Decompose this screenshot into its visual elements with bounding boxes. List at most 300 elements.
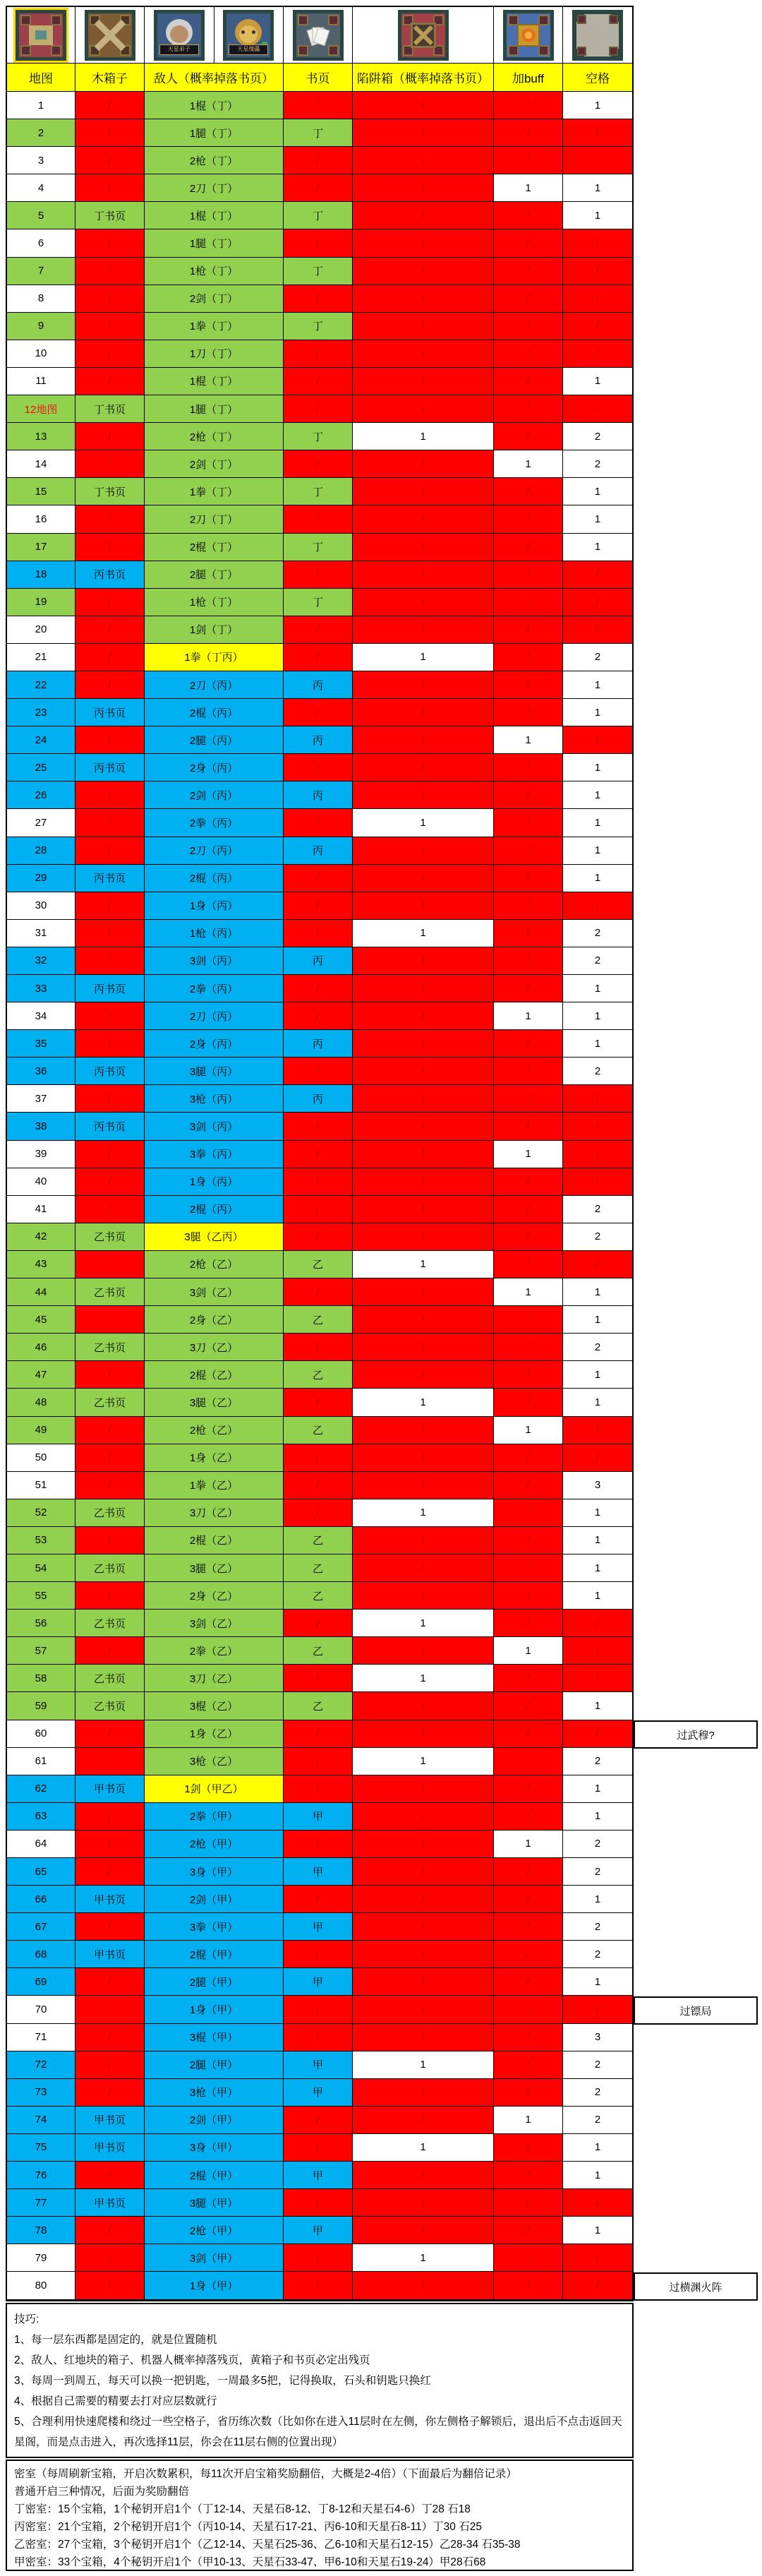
cell-enemy[interactable]: 3棍（甲） (145, 2024, 284, 2051)
cell-blank[interactable]: / (563, 1610, 632, 1637)
cell-map[interactable]: 13 (7, 423, 75, 450)
cell-wooden-box[interactable]: / (75, 2217, 145, 2244)
cell-wooden-box[interactable]: 丙书页 (75, 561, 145, 589)
cell-page[interactable]: 丁 (284, 534, 353, 561)
cell-page[interactable]: / (284, 395, 353, 423)
cell-blank[interactable]: 2 (563, 1941, 632, 1968)
cell-enemy[interactable]: 1棍（丁） (145, 202, 284, 229)
cell-page[interactable]: / (284, 1196, 353, 1223)
cell-page[interactable]: / (284, 892, 353, 920)
cell-trap-box[interactable]: / (353, 1720, 494, 1748)
cell-trap-box[interactable]: / (353, 2162, 494, 2189)
cell-buff[interactable]: / (494, 1113, 563, 1140)
cell-map[interactable]: 6 (7, 229, 75, 257)
cell-enemy[interactable]: 2枪（丁） (145, 147, 284, 174)
cell-page[interactable]: / (284, 1665, 353, 1692)
cell-wooden-box[interactable]: / (75, 1858, 145, 1886)
cell-wooden-box[interactable]: / (75, 505, 145, 533)
cell-trap-box[interactable]: / (353, 1554, 494, 1582)
cell-buff[interactable]: / (494, 671, 563, 699)
cell-buff[interactable]: / (494, 478, 563, 505)
cell-blank[interactable]: 1 (563, 1499, 632, 1527)
cell-buff[interactable]: / (494, 395, 563, 423)
cell-map[interactable]: 80 (7, 2272, 75, 2299)
cell-trap-box[interactable]: / (353, 2107, 494, 2134)
cell-wooden-box[interactable]: / (75, 1472, 145, 1499)
cell-page[interactable]: / (284, 1113, 353, 1140)
cell-trap-box[interactable]: / (353, 699, 494, 726)
cell-wooden-box[interactable]: / (75, 285, 145, 313)
cell-page[interactable]: / (284, 2024, 353, 2051)
cell-trap-box[interactable]: / (353, 589, 494, 616)
cell-enemy[interactable]: 2拳（丙） (145, 975, 284, 1002)
cell-enemy[interactable]: 2拳（丙） (145, 809, 284, 837)
cell-trap-box[interactable]: / (353, 1886, 494, 1913)
cell-enemy[interactable]: 2剑（甲） (145, 2107, 284, 2134)
cell-blank[interactable]: / (563, 340, 632, 368)
cell-trap-box[interactable]: 1 (353, 1610, 494, 1637)
cell-trap-box[interactable]: / (353, 1030, 494, 1058)
cell-map[interactable]: 39 (7, 1141, 75, 1168)
cell-wooden-box[interactable]: / (75, 1582, 145, 1610)
cell-page[interactable]: / (284, 699, 353, 726)
cell-blank[interactable]: 1 (563, 1527, 632, 1554)
cell-map[interactable]: 73 (7, 2079, 75, 2107)
cell-buff[interactable]: / (494, 2162, 563, 2189)
cell-page[interactable]: 乙 (284, 1637, 353, 1665)
cell-wooden-box[interactable]: / (75, 1527, 145, 1554)
cell-map[interactable]: 37 (7, 1085, 75, 1113)
cell-blank[interactable]: 2 (563, 2051, 632, 2079)
cell-trap-box[interactable]: / (353, 1085, 494, 1113)
cell-map[interactable]: 28 (7, 837, 75, 865)
cell-wooden-box[interactable]: 乙书页 (75, 1278, 145, 1306)
cell-wooden-box[interactable]: 乙书页 (75, 1692, 145, 1720)
cell-buff[interactable]: / (494, 589, 563, 616)
cell-map[interactable]: 25 (7, 754, 75, 781)
cell-page[interactable]: 乙 (284, 1306, 353, 1334)
cell-wooden-box[interactable]: / (75, 1831, 145, 1858)
cell-map[interactable]: 8 (7, 285, 75, 313)
cell-blank[interactable]: 1 (563, 1692, 632, 1720)
cell-trap-box[interactable]: / (353, 1637, 494, 1665)
cell-enemy[interactable]: 2枪（乙） (145, 1417, 284, 1444)
cell-page[interactable]: 丁 (284, 478, 353, 505)
cell-buff[interactable]: / (494, 644, 563, 671)
cell-map[interactable]: 62 (7, 1775, 75, 1803)
cell-buff[interactable]: 1 (494, 450, 563, 478)
cell-enemy[interactable]: 1身（甲） (145, 1996, 284, 2023)
cell-blank[interactable]: / (563, 1637, 632, 1665)
cell-map[interactable]: 70 (7, 1996, 75, 2023)
cell-buff[interactable]: / (494, 1085, 563, 1113)
cell-blank[interactable]: / (563, 1417, 632, 1444)
cell-page[interactable]: / (284, 229, 353, 257)
cell-wooden-box[interactable]: / (75, 2162, 145, 2189)
cell-map[interactable]: 12地图 (7, 395, 75, 423)
cell-wooden-box[interactable]: 乙书页 (75, 1334, 145, 1361)
cell-wooden-box[interactable]: 乙书页 (75, 1554, 145, 1582)
cell-wooden-box[interactable]: / (75, 1748, 145, 1775)
cell-buff[interactable]: / (494, 1996, 563, 2023)
cell-page[interactable]: / (284, 340, 353, 368)
cell-blank[interactable]: 1 (563, 975, 632, 1002)
cell-blank[interactable]: 1 (563, 2134, 632, 2162)
cell-wooden-box[interactable]: / (75, 368, 145, 395)
cell-enemy[interactable]: 2剑（丙） (145, 781, 284, 809)
cell-enemy[interactable]: 2身（丙） (145, 1030, 284, 1058)
cell-trap-box[interactable]: / (353, 2217, 494, 2244)
cell-wooden-box[interactable]: / (75, 947, 145, 975)
cell-buff[interactable]: / (494, 920, 563, 947)
cell-wooden-box[interactable]: / (75, 534, 145, 561)
cell-page[interactable]: / (284, 920, 353, 947)
cell-blank[interactable]: 2 (563, 920, 632, 947)
cell-buff[interactable]: / (494, 340, 563, 368)
cell-wooden-box[interactable]: / (75, 147, 145, 174)
cell-map[interactable]: 74 (7, 2107, 75, 2134)
cell-page[interactable]: / (284, 1141, 353, 1168)
cell-trap-box[interactable]: 1 (353, 2134, 494, 2162)
cell-trap-box[interactable]: / (353, 1334, 494, 1361)
cell-blank[interactable]: 2 (563, 450, 632, 478)
cell-map[interactable]: 78 (7, 2217, 75, 2244)
cell-wooden-box[interactable]: / (75, 1361, 145, 1389)
cell-blank[interactable]: / (563, 1085, 632, 1113)
cell-map[interactable]: 5 (7, 202, 75, 229)
cell-blank[interactable]: / (563, 2272, 632, 2299)
cell-buff[interactable]: / (494, 809, 563, 837)
cell-map[interactable]: 66 (7, 1886, 75, 1913)
cell-wooden-box[interactable]: / (75, 1803, 145, 1831)
cell-map[interactable]: 45 (7, 1306, 75, 1334)
cell-page[interactable]: / (284, 1886, 353, 1913)
cell-buff[interactable]: / (494, 1389, 563, 1416)
cell-wooden-box[interactable]: / (75, 1996, 145, 2023)
cell-trap-box[interactable]: / (353, 892, 494, 920)
cell-enemy[interactable]: 3身（甲） (145, 1858, 284, 1886)
cell-page[interactable]: / (284, 616, 353, 644)
cell-map[interactable]: 36 (7, 1058, 75, 1085)
cell-enemy[interactable]: 2刀（丁） (145, 505, 284, 533)
cell-enemy[interactable]: 3剑（甲） (145, 2244, 284, 2272)
cell-page[interactable]: 丙 (284, 947, 353, 975)
cell-map[interactable]: 57 (7, 1637, 75, 1665)
cell-buff[interactable]: / (494, 313, 563, 340)
col-header-buff[interactable]: 加buff (494, 64, 563, 92)
cell-page[interactable]: / (284, 1941, 353, 1968)
cell-wooden-box[interactable]: / (75, 616, 145, 644)
cell-trap-box[interactable]: / (353, 975, 494, 1002)
cell-page[interactable]: / (284, 1996, 353, 2023)
cell-buff[interactable]: / (494, 1472, 563, 1499)
cell-blank[interactable]: / (563, 147, 632, 174)
note-cell-row-80[interactable]: 过横渊火阵 (634, 2272, 758, 2301)
cell-wooden-box[interactable]: 乙书页 (75, 1610, 145, 1637)
cell-wooden-box[interactable]: / (75, 229, 145, 257)
cell-map[interactable]: 59 (7, 1692, 75, 1720)
cell-map[interactable]: 61 (7, 1748, 75, 1775)
cell-page[interactable]: 乙 (284, 1554, 353, 1582)
cell-trap-box[interactable]: / (353, 1141, 494, 1168)
cell-enemy[interactable]: 2拳（乙） (145, 1637, 284, 1665)
cell-wooden-box[interactable]: / (75, 726, 145, 754)
cell-map[interactable]: 31 (7, 920, 75, 947)
cell-buff[interactable]: / (494, 1720, 563, 1748)
cell-blank[interactable]: / (563, 1141, 632, 1168)
cell-map[interactable]: 19 (7, 589, 75, 616)
cell-page[interactable]: 甲 (284, 2162, 353, 2189)
cell-trap-box[interactable]: / (353, 395, 494, 423)
cell-page[interactable]: / (284, 450, 353, 478)
cell-blank[interactable]: 3 (563, 2024, 632, 2051)
cell-blank[interactable]: / (563, 561, 632, 589)
cell-enemy[interactable]: 2棍（甲） (145, 1941, 284, 1968)
cell-page[interactable]: 丙 (284, 1030, 353, 1058)
cell-trap-box[interactable]: / (353, 2272, 494, 2299)
cell-trap-box[interactable]: / (353, 781, 494, 809)
cell-trap-box[interactable]: / (353, 258, 494, 285)
cell-map[interactable]: 43 (7, 1251, 75, 1278)
cell-buff[interactable]: / (494, 616, 563, 644)
cell-blank[interactable]: 2 (563, 2079, 632, 2107)
cell-enemy[interactable]: 2枪（丁） (145, 423, 284, 450)
cell-page[interactable]: / (284, 561, 353, 589)
cell-trap-box[interactable]: / (353, 1996, 494, 2023)
cell-trap-box[interactable]: / (353, 1775, 494, 1803)
cell-wooden-box[interactable]: / (75, 313, 145, 340)
cell-wooden-box[interactable]: 丙书页 (75, 754, 145, 781)
cell-trap-box[interactable]: / (353, 534, 494, 561)
cell-trap-box[interactable]: / (353, 1444, 494, 1472)
cell-blank[interactable]: 1 (563, 202, 632, 229)
cell-map[interactable]: 46 (7, 1334, 75, 1361)
cell-enemy[interactable]: 3剑（丙） (145, 947, 284, 975)
cell-page[interactable]: 甲 (284, 1858, 353, 1886)
cell-blank[interactable]: 1 (563, 368, 632, 395)
cell-buff[interactable]: / (494, 1306, 563, 1334)
cell-wooden-box[interactable]: 乙书页 (75, 1389, 145, 1416)
cell-wooden-box[interactable]: 丁书页 (75, 202, 145, 229)
cell-blank[interactable]: 2 (563, 947, 632, 975)
cell-page[interactable]: 丁 (284, 589, 353, 616)
cell-wooden-box[interactable]: / (75, 644, 145, 671)
cell-map[interactable]: 42 (7, 1223, 75, 1251)
cell-enemy[interactable]: 2剑（丁） (145, 285, 284, 313)
cell-enemy[interactable]: 1刀（丁） (145, 340, 284, 368)
cell-map[interactable]: 53 (7, 1527, 75, 1554)
cell-trap-box[interactable]: 1 (353, 644, 494, 671)
cell-wooden-box[interactable]: 甲书页 (75, 2107, 145, 2134)
cell-buff[interactable]: / (494, 1223, 563, 1251)
cell-enemy[interactable]: 1身（乙） (145, 1444, 284, 1472)
cell-enemy[interactable]: 2身（乙） (145, 1582, 284, 1610)
cell-map[interactable]: 40 (7, 1168, 75, 1196)
cell-wooden-box[interactable]: 乙书页 (75, 1665, 145, 1692)
cell-wooden-box[interactable]: 乙书页 (75, 1223, 145, 1251)
cell-blank[interactable]: 1 (563, 1278, 632, 1306)
cell-buff[interactable]: / (494, 1334, 563, 1361)
cell-wooden-box[interactable]: / (75, 340, 145, 368)
cell-enemy[interactable]: 3腿（乙） (145, 1554, 284, 1582)
cell-enemy[interactable]: 2刀（丙） (145, 1002, 284, 1030)
cell-enemy[interactable]: 1身（乙） (145, 1720, 284, 1748)
cell-blank[interactable]: 1 (563, 1030, 632, 1058)
cell-enemy[interactable]: 2身（丙） (145, 754, 284, 781)
cell-buff[interactable]: 1 (494, 1417, 563, 1444)
cell-buff[interactable]: / (494, 892, 563, 920)
cell-buff[interactable]: / (494, 92, 563, 119)
cell-page[interactable]: / (284, 1748, 353, 1775)
cell-trap-box[interactable]: / (353, 837, 494, 865)
cell-map[interactable]: 15 (7, 478, 75, 505)
cell-page[interactable]: / (284, 1058, 353, 1085)
cell-trap-box[interactable]: 1 (353, 1665, 494, 1692)
cell-page[interactable]: 乙 (284, 1527, 353, 1554)
cell-wooden-box[interactable]: / (75, 1196, 145, 1223)
cell-page[interactable]: 丁 (284, 313, 353, 340)
cell-enemy[interactable]: 1剑（甲乙） (145, 1775, 284, 1803)
cell-wooden-box[interactable]: / (75, 92, 145, 119)
cell-wooden-box[interactable]: / (75, 1306, 145, 1334)
cell-trap-box[interactable]: / (353, 1941, 494, 1968)
cell-map[interactable]: 27 (7, 809, 75, 837)
cell-wooden-box[interactable]: / (75, 2272, 145, 2299)
cell-blank[interactable]: 1 (563, 809, 632, 837)
cell-page[interactable]: 乙 (284, 1361, 353, 1389)
cell-enemy[interactable]: 3枪（甲） (145, 2079, 284, 2107)
cell-blank[interactable]: 2 (563, 1831, 632, 1858)
cell-blank[interactable]: / (563, 229, 632, 257)
cell-enemy[interactable]: 3腿（乙丙） (145, 1223, 284, 1251)
cell-buff[interactable]: 1 (494, 726, 563, 754)
cell-trap-box[interactable]: / (353, 865, 494, 892)
cell-enemy[interactable]: 2枪（甲） (145, 2217, 284, 2244)
cell-enemy[interactable]: 1枪（丁） (145, 258, 284, 285)
cell-blank[interactable]: 1 (563, 1886, 632, 1913)
cell-wooden-box[interactable]: / (75, 1030, 145, 1058)
cell-page[interactable]: 丁 (284, 423, 353, 450)
cell-trap-box[interactable]: 1 (353, 2244, 494, 2272)
col-header-trap-box[interactable]: 陷阱箱（概率掉落书页） (353, 64, 494, 92)
cell-wooden-box[interactable]: / (75, 450, 145, 478)
cell-enemy[interactable]: 2棍（甲） (145, 2162, 284, 2189)
cell-trap-box[interactable]: / (353, 1002, 494, 1030)
cell-blank[interactable]: / (563, 119, 632, 147)
cell-enemy[interactable]: 2腿（丙） (145, 726, 284, 754)
cell-blank[interactable]: / (563, 258, 632, 285)
cell-buff[interactable]: / (494, 1748, 563, 1775)
cell-enemy[interactable]: 1棍（丁） (145, 368, 284, 395)
cell-wooden-box[interactable]: / (75, 258, 145, 285)
cell-blank[interactable]: 2 (563, 644, 632, 671)
cell-enemy[interactable]: 2棍（乙） (145, 1527, 284, 1554)
cell-trap-box[interactable]: / (353, 1913, 494, 1941)
cell-map[interactable]: 72 (7, 2051, 75, 2079)
cell-trap-box[interactable]: 1 (353, 1499, 494, 1527)
cell-buff[interactable]: / (494, 1692, 563, 1720)
cell-blank[interactable]: 1 (563, 837, 632, 865)
cell-page[interactable]: / (284, 1002, 353, 1030)
cell-blank[interactable]: / (563, 1251, 632, 1278)
cell-enemy[interactable]: 2刀（丁） (145, 174, 284, 202)
cell-enemy[interactable]: 1枪（丁） (145, 589, 284, 616)
cell-trap-box[interactable]: / (353, 340, 494, 368)
cell-map[interactable]: 49 (7, 1417, 75, 1444)
cell-page[interactable]: 甲 (284, 1968, 353, 1996)
cell-buff[interactable]: / (494, 1775, 563, 1803)
cell-buff[interactable]: / (494, 781, 563, 809)
cell-enemy[interactable]: 1枪（丙） (145, 920, 284, 947)
cell-blank[interactable]: 2 (563, 423, 632, 450)
cell-wooden-box[interactable]: / (75, 2024, 145, 2051)
cell-trap-box[interactable]: / (353, 505, 494, 533)
cell-enemy[interactable]: 3剑（乙） (145, 1278, 284, 1306)
cell-enemy[interactable]: 1腿（丁） (145, 119, 284, 147)
cell-map[interactable]: 29 (7, 865, 75, 892)
cell-buff[interactable]: / (494, 1361, 563, 1389)
cell-map[interactable]: 64 (7, 1831, 75, 1858)
cell-trap-box[interactable]: 1 (353, 423, 494, 450)
cell-blank[interactable]: 1 (563, 2217, 632, 2244)
cell-blank[interactable]: 2 (563, 1748, 632, 1775)
cell-map[interactable]: 30 (7, 892, 75, 920)
cell-buff[interactable]: / (494, 1168, 563, 1196)
cell-enemy[interactable]: 1拳（乙） (145, 1472, 284, 1499)
cell-page[interactable]: / (284, 505, 353, 533)
cell-page[interactable]: / (284, 1389, 353, 1416)
cell-page[interactable]: / (284, 92, 353, 119)
cell-trap-box[interactable]: / (353, 478, 494, 505)
cell-buff[interactable]: / (494, 1610, 563, 1637)
cell-blank[interactable]: 2 (563, 1058, 632, 1085)
cell-buff[interactable]: / (494, 285, 563, 313)
cell-buff[interactable]: / (494, 1968, 563, 1996)
cell-blank[interactable]: 2 (563, 2107, 632, 2134)
cell-map[interactable]: 58 (7, 1665, 75, 1692)
cell-map[interactable]: 51 (7, 1472, 75, 1499)
cell-enemy[interactable]: 1腿（丁） (145, 395, 284, 423)
cell-enemy[interactable]: 1拳（丁丙） (145, 644, 284, 671)
cell-buff[interactable]: / (494, 754, 563, 781)
cell-trap-box[interactable]: / (353, 561, 494, 589)
cell-trap-box[interactable]: / (353, 119, 494, 147)
cell-buff[interactable]: / (494, 2217, 563, 2244)
cell-enemy[interactable]: 3剑（丙） (145, 1113, 284, 1140)
cell-map[interactable]: 54 (7, 1554, 75, 1582)
cell-buff[interactable]: / (494, 119, 563, 147)
cell-enemy[interactable]: 1拳（丁） (145, 478, 284, 505)
cell-map[interactable]: 65 (7, 1858, 75, 1886)
cell-trap-box[interactable]: 1 (353, 1748, 494, 1775)
cell-map[interactable]: 24 (7, 726, 75, 754)
cell-buff[interactable]: / (494, 1913, 563, 1941)
col-header-wooden-box[interactable]: 木箱子 (75, 64, 145, 92)
cell-wooden-box[interactable]: / (75, 837, 145, 865)
cell-trap-box[interactable]: 1 (353, 1389, 494, 1416)
cell-trap-box[interactable]: / (353, 671, 494, 699)
cell-page[interactable]: 甲 (284, 1803, 353, 1831)
col-header-page[interactable]: 书页 (284, 64, 353, 92)
cell-trap-box[interactable]: 1 (353, 809, 494, 837)
cell-buff[interactable]: / (494, 2272, 563, 2299)
cell-enemy[interactable]: 2刀（丙） (145, 837, 284, 865)
cell-enemy[interactable]: 2腿（丁） (145, 561, 284, 589)
cell-page[interactable]: 甲 (284, 2217, 353, 2244)
cell-page[interactable]: / (284, 975, 353, 1002)
cell-page[interactable]: 丙 (284, 1085, 353, 1113)
cell-blank[interactable]: / (563, 1720, 632, 1748)
